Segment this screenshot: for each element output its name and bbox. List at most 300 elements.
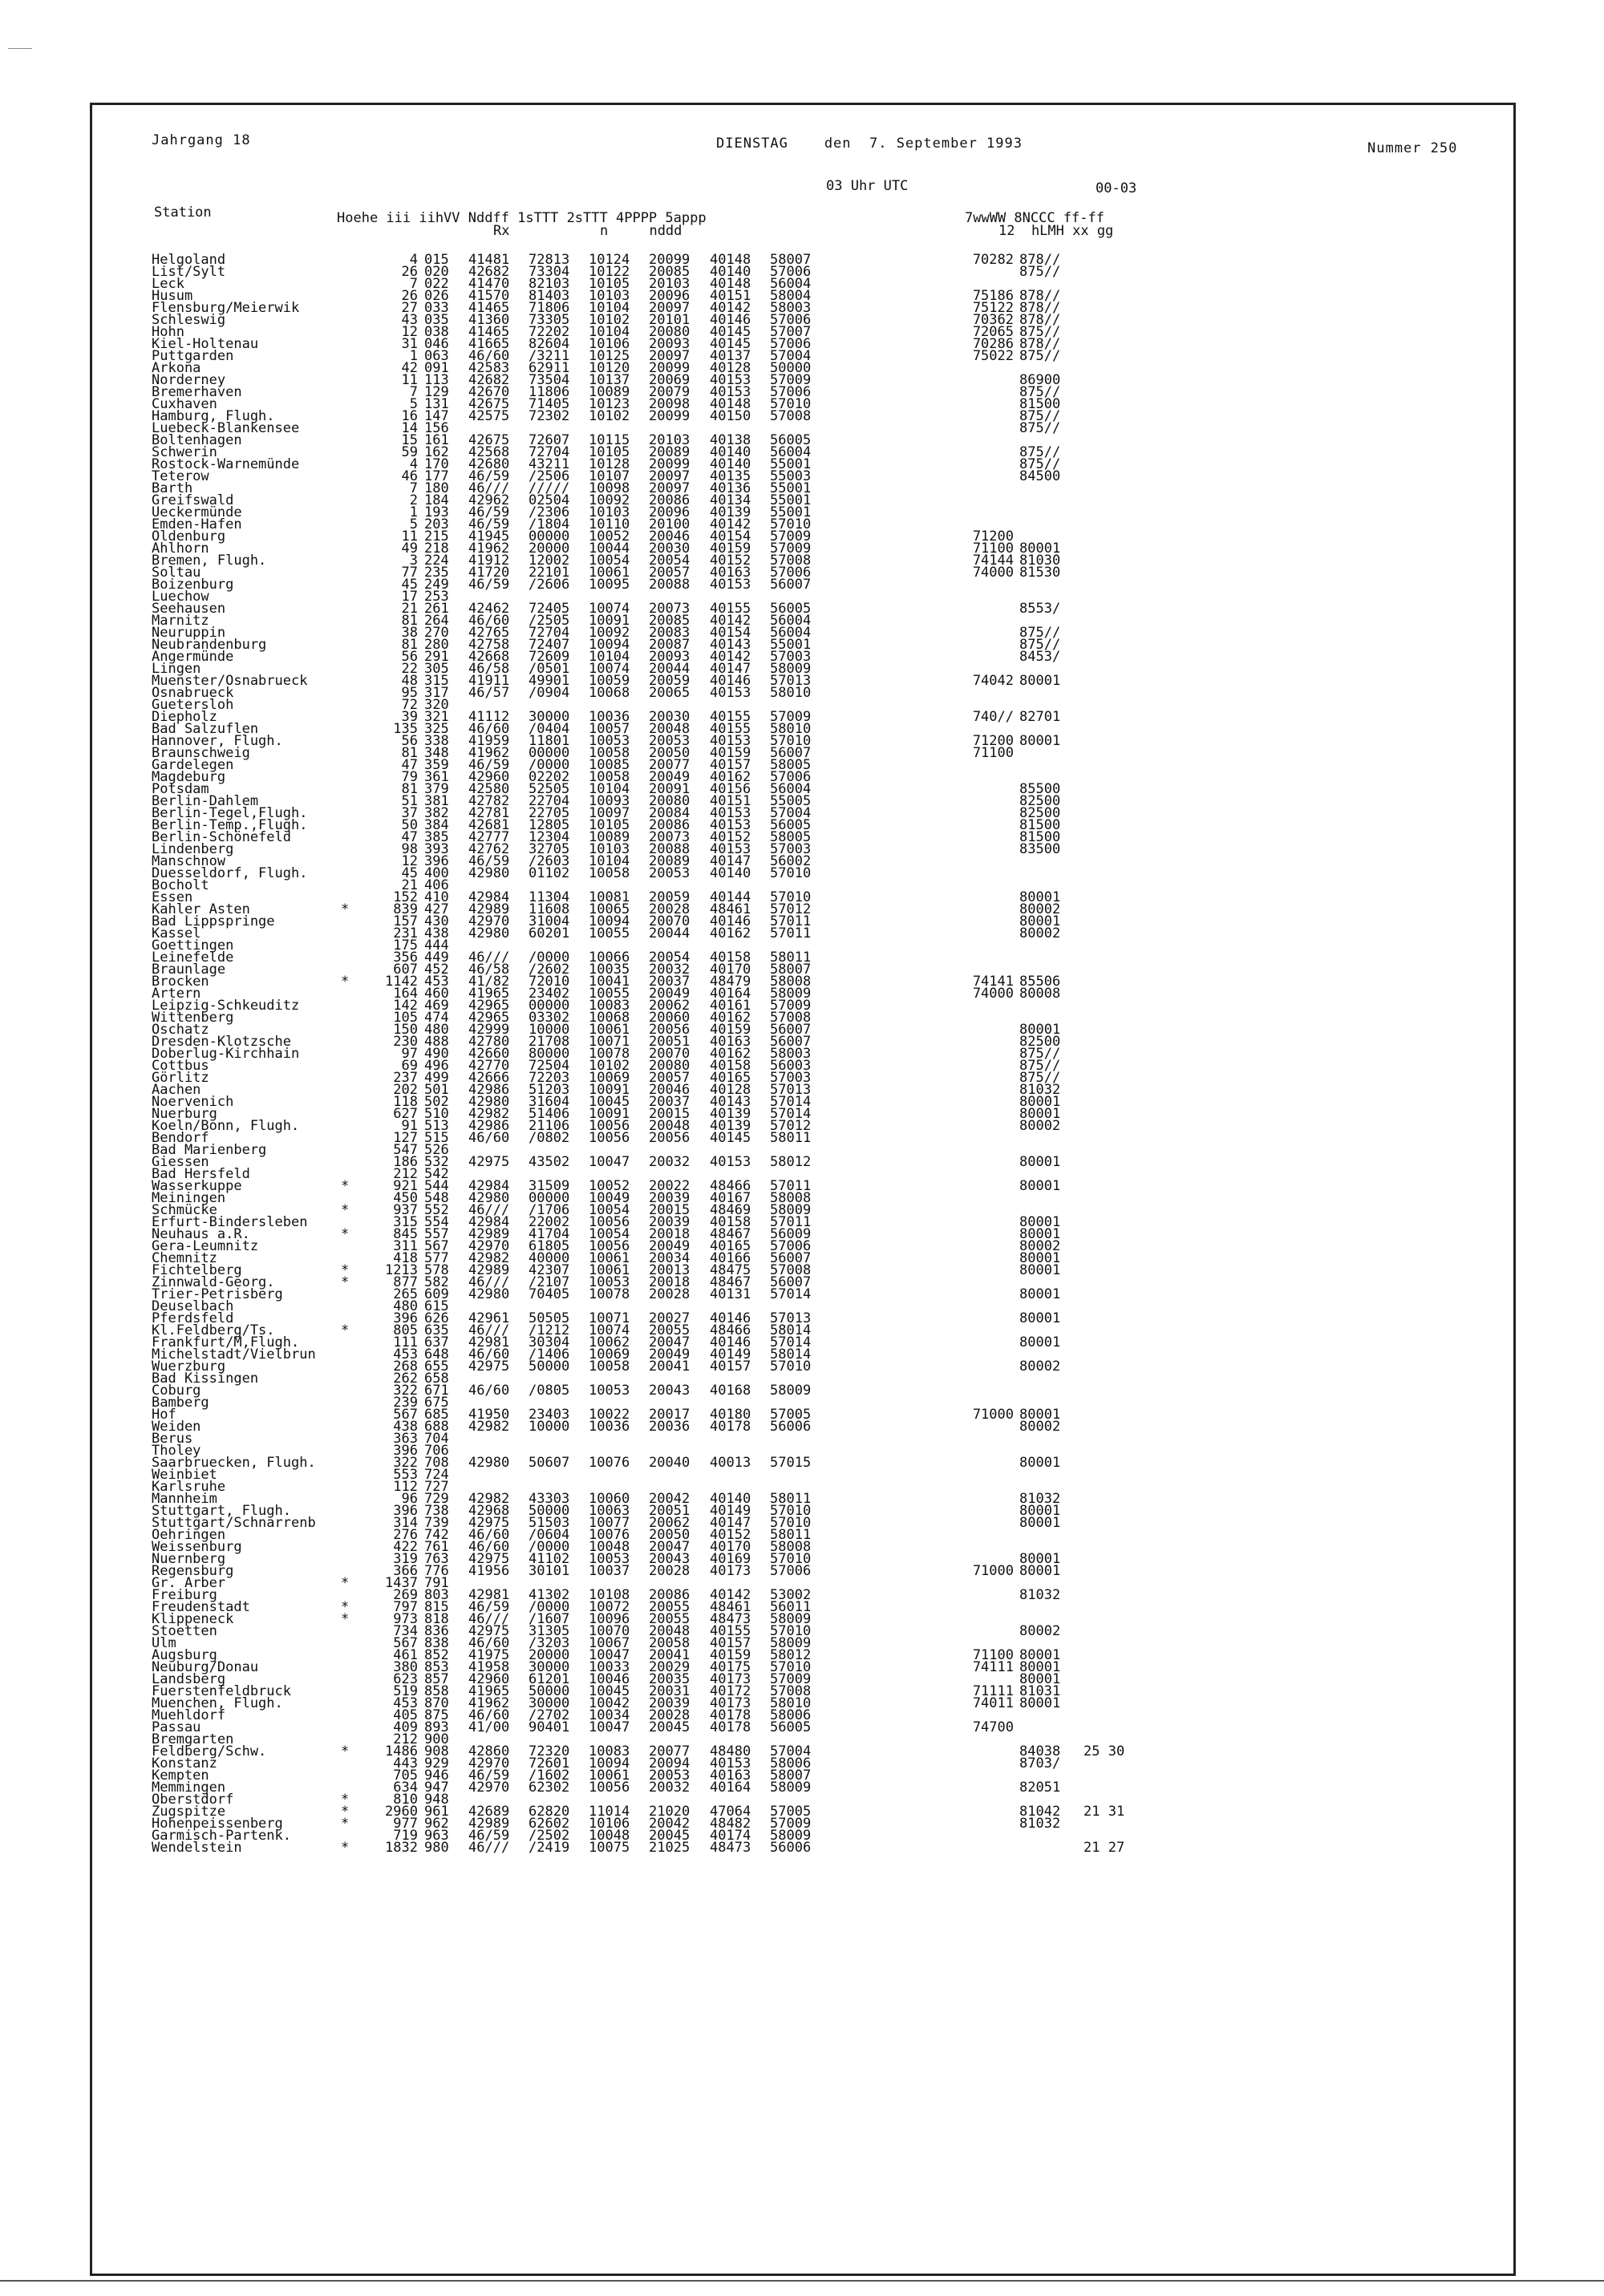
group-2sttt: 20097 bbox=[649, 348, 691, 364]
group-8nccc: 875// bbox=[1019, 1046, 1061, 1062]
group-nddff: /2419 bbox=[529, 1840, 570, 1856]
station-index: 980 bbox=[424, 1840, 449, 1856]
table-row bbox=[152, 1565, 1499, 1577]
group-2sttt: 20097 bbox=[649, 468, 691, 484]
station-name: Kl.Feldberg/Ts. bbox=[152, 1322, 275, 1338]
station-index: 635 bbox=[424, 1322, 449, 1338]
group-1sttt: 10123 bbox=[589, 396, 630, 412]
group-2sttt: 20059 bbox=[649, 673, 691, 689]
group-1sttt: 10091 bbox=[589, 613, 630, 629]
data-column-header-row2: Rx n nddd bbox=[493, 223, 683, 239]
group-1sttt: 10060 bbox=[589, 1491, 630, 1507]
group-2sttt: 20032 bbox=[649, 1154, 691, 1170]
group-8nccc: 83500 bbox=[1019, 841, 1061, 857]
group-8nccc: 875// bbox=[1019, 456, 1061, 472]
group-5appp: 57009 bbox=[770, 372, 812, 388]
group-ihvv: 42989 bbox=[468, 901, 510, 917]
station-height: 547 bbox=[393, 1142, 418, 1158]
group-ihvv: 42982 bbox=[468, 1250, 510, 1266]
group-2sttt: 20057 bbox=[649, 565, 691, 581]
group-5appp: 57013 bbox=[770, 1082, 812, 1098]
group-1sttt: 10047 bbox=[589, 1647, 630, 1663]
station-name: Freudenstadt bbox=[152, 1599, 250, 1615]
station-name: Bremerhaven bbox=[152, 384, 242, 400]
station-index: 626 bbox=[424, 1310, 449, 1326]
station-height: 453 bbox=[393, 1346, 418, 1363]
group-nddff: /0000 bbox=[529, 1539, 570, 1555]
station-name: Mannheim bbox=[152, 1491, 217, 1507]
station-index: 215 bbox=[424, 528, 449, 545]
group-8nccc: 80001 bbox=[1019, 1262, 1061, 1278]
group-8nccc: 80001 bbox=[1019, 1022, 1061, 1038]
group-4pppp: 40150 bbox=[710, 408, 751, 424]
group-nddff: /2702 bbox=[529, 1707, 570, 1723]
table-row bbox=[152, 771, 1499, 784]
group-nddff: 22101 bbox=[529, 565, 570, 581]
group-2sttt: 20099 bbox=[649, 252, 691, 268]
station-index: 963 bbox=[424, 1828, 449, 1844]
station-height: 567 bbox=[393, 1407, 418, 1423]
group-2sttt: 20029 bbox=[649, 1659, 691, 1675]
station-index: 321 bbox=[424, 709, 449, 725]
group-5appp: 58008 bbox=[770, 1539, 812, 1555]
table-row bbox=[152, 603, 1499, 615]
group-5appp: 58008 bbox=[770, 974, 812, 990]
group-1sttt: 10089 bbox=[589, 829, 630, 845]
station-name: Schwerin bbox=[152, 444, 217, 460]
group-nddff: 62602 bbox=[529, 1816, 570, 1832]
table-row bbox=[152, 1024, 1499, 1036]
station-name: Angermünde bbox=[152, 649, 234, 665]
group-2sttt: 20043 bbox=[649, 1551, 691, 1567]
group-1sttt: 10122 bbox=[589, 264, 630, 280]
station-name: Bad Salzuflen bbox=[152, 721, 259, 737]
station-name: Hohn bbox=[152, 324, 184, 340]
station-name: Emden-Hafen bbox=[152, 516, 242, 532]
station-name: Hamburg, Flugh. bbox=[152, 408, 275, 424]
station-height: 127 bbox=[393, 1130, 418, 1146]
station-height: 438 bbox=[393, 1419, 418, 1435]
group-2sttt: 20046 bbox=[649, 1082, 691, 1098]
group-8nccc: 875// bbox=[1019, 444, 1061, 460]
station-height: 49 bbox=[401, 541, 418, 557]
group-4pppp: 40152 bbox=[710, 553, 751, 569]
station-height: 7 bbox=[409, 276, 418, 292]
station-name: Boizenburg bbox=[152, 577, 234, 593]
group-2sttt: 20073 bbox=[649, 601, 691, 617]
group-5appp: 56009 bbox=[770, 1226, 812, 1242]
station-index: 384 bbox=[424, 817, 449, 833]
group-nddff: /3203 bbox=[529, 1635, 570, 1651]
group-7wwww: 740// bbox=[972, 709, 1014, 725]
group-2sttt: 20086 bbox=[649, 817, 691, 833]
group-ihvv: 42970 bbox=[468, 1755, 510, 1772]
group-4pppp: 40147 bbox=[710, 1515, 751, 1531]
group-4pppp: 40143 bbox=[710, 637, 751, 653]
group-5appp: 55001 bbox=[770, 480, 812, 496]
station-name: Puttgarden bbox=[152, 348, 234, 364]
group-1sttt: 10062 bbox=[589, 1334, 630, 1350]
group-1sttt: 10074 bbox=[589, 661, 630, 677]
station-name: Manschnow bbox=[152, 853, 226, 869]
table-row bbox=[152, 817, 1499, 833]
station-height: 21 bbox=[401, 601, 418, 617]
group-2sttt: 20039 bbox=[649, 1190, 691, 1206]
station-name: Kahler Asten bbox=[152, 901, 250, 917]
station-name: Pferdsfeld bbox=[152, 1310, 234, 1326]
group-nddff: 72407 bbox=[529, 637, 570, 653]
group-8nccc: 81032 bbox=[1019, 1816, 1061, 1832]
station-name: Deuselbach bbox=[152, 1298, 234, 1314]
group-2sttt: 20042 bbox=[649, 1816, 691, 1832]
group-4pppp: 40168 bbox=[710, 1383, 751, 1399]
group-5appp: 58009 bbox=[770, 986, 812, 1002]
station-index: 852 bbox=[424, 1647, 449, 1663]
station-name: Wuerzburg bbox=[152, 1359, 226, 1375]
group-1sttt: 10058 bbox=[589, 865, 630, 881]
group-5appp: 56004 bbox=[770, 613, 812, 629]
group-nddff: 41704 bbox=[529, 1226, 570, 1242]
table-row bbox=[152, 1481, 1499, 1493]
station-name: Berlin-Tegel,Flugh. bbox=[152, 805, 308, 821]
group-4pppp: 40142 bbox=[710, 300, 751, 316]
group-4pppp: 40149 bbox=[710, 1503, 751, 1519]
station-name: Goettingen bbox=[152, 937, 234, 954]
group-8nccc: 81042 bbox=[1019, 1804, 1061, 1820]
station-height: 2 bbox=[409, 492, 418, 508]
station-height: 56 bbox=[401, 649, 418, 665]
group-5appp: 57006 bbox=[770, 565, 812, 581]
station-height: 1213 bbox=[385, 1262, 418, 1278]
station-height: 322 bbox=[393, 1383, 418, 1399]
station-index: 961 bbox=[424, 1804, 449, 1820]
group-nddff: /0604 bbox=[529, 1527, 570, 1543]
group-nddff: 30304 bbox=[529, 1334, 570, 1350]
table-row bbox=[152, 1168, 1499, 1180]
group-1sttt: 10075 bbox=[589, 1840, 630, 1856]
station-height: 396 bbox=[393, 1503, 418, 1519]
station-index: 261 bbox=[424, 601, 449, 617]
group-4pppp: 48467 bbox=[710, 1226, 751, 1242]
group-2sttt: 20088 bbox=[649, 841, 691, 857]
group-nddff: 00000 bbox=[529, 1190, 570, 1206]
table-row bbox=[152, 1794, 1499, 1806]
station-height: 4 bbox=[409, 456, 418, 472]
station-index: 338 bbox=[424, 733, 449, 749]
station-height: 51 bbox=[401, 793, 418, 809]
group-ihvv: 42970 bbox=[468, 1238, 510, 1254]
station-index: 291 bbox=[424, 649, 449, 665]
group-nddff: 72010 bbox=[529, 974, 570, 990]
group-8nccc: 80001 bbox=[1019, 1214, 1061, 1230]
station-index: 177 bbox=[424, 468, 449, 484]
group-2sttt: 20040 bbox=[649, 1455, 691, 1471]
group-2sttt: 20062 bbox=[649, 1515, 691, 1531]
group-2sttt: 21020 bbox=[649, 1804, 691, 1820]
group-ihvv: 42682 bbox=[468, 372, 510, 388]
table-row bbox=[152, 1120, 1499, 1132]
group-4pppp: 40147 bbox=[710, 853, 751, 869]
group-7wwww: 71100 bbox=[972, 1647, 1014, 1663]
group-4pppp: 40159 bbox=[710, 1647, 751, 1663]
group-ihvv: 41958 bbox=[468, 1659, 510, 1675]
mountain-marker: * bbox=[341, 1262, 350, 1278]
group-2sttt: 20047 bbox=[649, 1539, 691, 1555]
table-row bbox=[152, 1298, 1499, 1314]
station-name: Berlin-Schönefeld bbox=[152, 829, 291, 845]
group-ihvv: 42984 bbox=[468, 1214, 510, 1230]
group-8nccc: 878// bbox=[1019, 288, 1061, 304]
station-index: 147 bbox=[424, 408, 449, 424]
group-4pppp: 40143 bbox=[710, 1094, 751, 1110]
group-nddff: /0805 bbox=[529, 1383, 570, 1399]
group-2sttt: 20015 bbox=[649, 1106, 691, 1122]
station-index: 857 bbox=[424, 1671, 449, 1687]
group-5appp: 55001 bbox=[770, 456, 812, 472]
group-nddff: 51406 bbox=[529, 1106, 570, 1122]
group-ihvv: 41/82 bbox=[468, 974, 510, 990]
station-height: 11 bbox=[401, 528, 418, 545]
group-4pppp: 40135 bbox=[710, 468, 751, 484]
group-ihvv: 42975 bbox=[468, 1551, 510, 1567]
group-nddff: /2506 bbox=[529, 468, 570, 484]
group-nddff: 30000 bbox=[529, 1695, 570, 1711]
group-2sttt: 20096 bbox=[649, 288, 691, 304]
group-5appp: 56007 bbox=[770, 745, 812, 761]
station-height: 17 bbox=[401, 589, 418, 605]
group-4pppp: 40142 bbox=[710, 613, 751, 629]
table-row bbox=[152, 1190, 1499, 1206]
group-4pppp: 40163 bbox=[710, 565, 751, 581]
station-name: Potsdam bbox=[152, 781, 209, 797]
station-height: 2960 bbox=[385, 1804, 418, 1820]
group-5appp: 56005 bbox=[770, 1719, 812, 1735]
table-row bbox=[152, 1226, 1499, 1242]
station-height: 705 bbox=[393, 1768, 418, 1784]
group-1sttt: 10047 bbox=[589, 1719, 630, 1735]
group-nddff: 61201 bbox=[529, 1671, 570, 1687]
station-index: 947 bbox=[424, 1780, 449, 1796]
group-nddff: 22002 bbox=[529, 1214, 570, 1230]
group-1sttt: 10034 bbox=[589, 1707, 630, 1723]
station-name: Fuerstenfeldbruck bbox=[152, 1683, 291, 1699]
group-2sttt: 20062 bbox=[649, 998, 691, 1014]
station-index: 396 bbox=[424, 853, 449, 869]
group-2sttt: 20045 bbox=[649, 1719, 691, 1735]
station-name: Feldberg/Schw. bbox=[152, 1743, 267, 1759]
station-name: Cottbus bbox=[152, 1058, 209, 1074]
table-row bbox=[152, 1647, 1499, 1663]
group-2sttt: 20070 bbox=[649, 913, 691, 929]
group-4pppp: 40131 bbox=[710, 1286, 751, 1302]
group-1sttt: 10058 bbox=[589, 1359, 630, 1375]
table-row bbox=[152, 1731, 1499, 1747]
group-4pppp: 40139 bbox=[710, 1106, 751, 1122]
station-name: Michelstadt/Vielbrun bbox=[152, 1346, 316, 1363]
group-8nccc: 8703/ bbox=[1019, 1755, 1061, 1772]
group-4pppp: 40151 bbox=[710, 288, 751, 304]
group-4pppp: 40153 bbox=[710, 384, 751, 400]
station-height: 380 bbox=[393, 1659, 418, 1675]
station-name: Diepholz bbox=[152, 709, 217, 725]
group-1sttt: 10055 bbox=[589, 986, 630, 1002]
group-nddff: /1804 bbox=[529, 516, 570, 532]
station-index: 063 bbox=[424, 348, 449, 364]
group-1sttt: 10083 bbox=[589, 1743, 630, 1759]
station-name: Gardelegen bbox=[152, 757, 234, 773]
group-5appp: 56002 bbox=[770, 853, 812, 869]
group-ihvv: 46/59 bbox=[468, 1768, 510, 1784]
station-name: Tholey bbox=[152, 1443, 201, 1459]
group-4pppp: 40164 bbox=[710, 1780, 751, 1796]
station-height: 356 bbox=[393, 950, 418, 966]
table-row bbox=[152, 711, 1499, 723]
station-index: 763 bbox=[424, 1551, 449, 1567]
station-height: 72 bbox=[401, 697, 418, 713]
group-ihvv: 41962 bbox=[468, 745, 510, 761]
station-name: Greifswald bbox=[152, 492, 234, 508]
group-2sttt: 20039 bbox=[649, 1214, 691, 1230]
group-nddff: 82604 bbox=[529, 336, 570, 352]
station-height: 921 bbox=[393, 1178, 418, 1194]
station-height: 45 bbox=[401, 577, 418, 593]
station-name: Luechow bbox=[152, 589, 209, 605]
station-height: 262 bbox=[393, 1371, 418, 1387]
station-index: 742 bbox=[424, 1527, 449, 1543]
group-ihvv: 41112 bbox=[468, 709, 510, 725]
group-2sttt: 20059 bbox=[649, 889, 691, 905]
table-row bbox=[152, 1060, 1499, 1072]
station-height: 21 bbox=[401, 877, 418, 893]
station-height: 56 bbox=[401, 733, 418, 749]
group-2sttt: 20083 bbox=[649, 625, 691, 641]
table-row bbox=[152, 468, 1499, 484]
table-row bbox=[152, 1000, 1499, 1012]
group-nddff: 50000 bbox=[529, 1359, 570, 1375]
group-4pppp: 40164 bbox=[710, 986, 751, 1002]
group-nddff: 30000 bbox=[529, 709, 570, 725]
group-5appp: 57008 bbox=[770, 1262, 812, 1278]
group-2sttt: 20042 bbox=[649, 1491, 691, 1507]
station-name: Wittenberg bbox=[152, 1010, 234, 1026]
station-height: 50 bbox=[401, 817, 418, 833]
group-nddff: 51203 bbox=[529, 1082, 570, 1098]
table-row bbox=[152, 396, 1499, 412]
group-5appp: 58011 bbox=[770, 950, 812, 966]
group-5appp: 56004 bbox=[770, 625, 812, 641]
station-name: Freiburg bbox=[152, 1587, 217, 1603]
table-row bbox=[152, 1755, 1499, 1772]
group-5appp: 58014 bbox=[770, 1346, 812, 1363]
group-8nccc: 80001 bbox=[1019, 1515, 1061, 1531]
group-5appp: 57006 bbox=[770, 384, 812, 400]
station-index: 480 bbox=[424, 1022, 449, 1038]
station-name: Wendelstein bbox=[152, 1840, 242, 1856]
group-4pppp: 40145 bbox=[710, 1130, 751, 1146]
station-name: Bad Lippspringe bbox=[152, 913, 275, 929]
group-1sttt: 10036 bbox=[589, 709, 630, 725]
group-8nccc: 81031 bbox=[1019, 1683, 1061, 1699]
group-1sttt: 10103 bbox=[589, 288, 630, 304]
station-index: 526 bbox=[424, 1142, 449, 1158]
group-4pppp: 40178 bbox=[710, 1707, 751, 1723]
station-index: 803 bbox=[424, 1587, 449, 1603]
station-name: Zinnwald-Georg. bbox=[152, 1274, 275, 1290]
table-row bbox=[152, 408, 1499, 424]
station-height: 4 bbox=[409, 252, 418, 268]
group-4pppp: 40159 bbox=[710, 1022, 751, 1038]
group-5appp: 56005 bbox=[770, 817, 812, 833]
group-1sttt: 10089 bbox=[589, 384, 630, 400]
station-height: 96 bbox=[401, 1491, 418, 1507]
table-row bbox=[152, 1156, 1499, 1168]
table-row bbox=[152, 1770, 1499, 1782]
group-4pppp: 40162 bbox=[710, 769, 751, 785]
mountain-marker: * bbox=[341, 1322, 350, 1338]
group-1sttt: 10092 bbox=[589, 625, 630, 641]
station-height: 38 bbox=[401, 625, 418, 641]
group-2sttt: 20028 bbox=[649, 1707, 691, 1723]
table-row bbox=[152, 1310, 1499, 1326]
group-4pppp: 40154 bbox=[710, 528, 751, 545]
group-4pppp: 40153 bbox=[710, 817, 751, 833]
table-row bbox=[152, 1108, 1499, 1120]
station-name: Berus bbox=[152, 1431, 193, 1447]
group-5appp: 57010 bbox=[770, 733, 812, 749]
table-row bbox=[152, 528, 1499, 545]
table-row bbox=[152, 877, 1499, 893]
group-8nccc: 8453/ bbox=[1019, 649, 1061, 665]
group-4pppp: 40136 bbox=[710, 480, 751, 496]
table-row bbox=[152, 579, 1499, 591]
mountain-marker: * bbox=[341, 1611, 350, 1627]
group-1sttt: 10105 bbox=[589, 276, 630, 292]
group-nddff: 50000 bbox=[529, 1683, 570, 1699]
group-1sttt: 10049 bbox=[589, 1190, 630, 1206]
group-ihvv: 46/// bbox=[468, 480, 510, 496]
station-name: Oberstdorf bbox=[152, 1792, 234, 1808]
group-2sttt: 20084 bbox=[649, 805, 691, 821]
group-1sttt: 10104 bbox=[589, 300, 630, 316]
station-name: Lindenberg bbox=[152, 841, 234, 857]
group-4pppp: 48466 bbox=[710, 1178, 751, 1194]
group-8nccc: 81500 bbox=[1019, 396, 1061, 412]
group-5appp: 56004 bbox=[770, 444, 812, 460]
group-2sttt: 20085 bbox=[649, 613, 691, 629]
station-height: 26 bbox=[401, 264, 418, 280]
group-1sttt: 10091 bbox=[589, 1082, 630, 1098]
group-4pppp: 40142 bbox=[710, 516, 751, 532]
group-4pppp: 40153 bbox=[710, 1755, 751, 1772]
group-1sttt: 10124 bbox=[589, 252, 630, 268]
group-4pppp: 48467 bbox=[710, 1274, 751, 1290]
group-ihvv: 42968 bbox=[468, 1503, 510, 1519]
group-1sttt: 10072 bbox=[589, 1599, 630, 1615]
group-8nccc: 81500 bbox=[1019, 829, 1061, 845]
group-8nccc: 80001 bbox=[1019, 1334, 1061, 1350]
group-ihvv: 42680 bbox=[468, 456, 510, 472]
group-5appp: 57009 bbox=[770, 541, 812, 557]
group-4pppp: 40175 bbox=[710, 1659, 751, 1675]
station-index: 406 bbox=[424, 877, 449, 893]
group-ihvv: 42961 bbox=[468, 1310, 510, 1326]
table-row bbox=[152, 1433, 1499, 1445]
group-4pppp: 40145 bbox=[710, 336, 751, 352]
table-row bbox=[152, 350, 1499, 362]
group-1sttt: 10103 bbox=[589, 504, 630, 520]
group-ihvv: 41665 bbox=[468, 336, 510, 352]
group-8nccc: 81032 bbox=[1019, 1587, 1061, 1603]
